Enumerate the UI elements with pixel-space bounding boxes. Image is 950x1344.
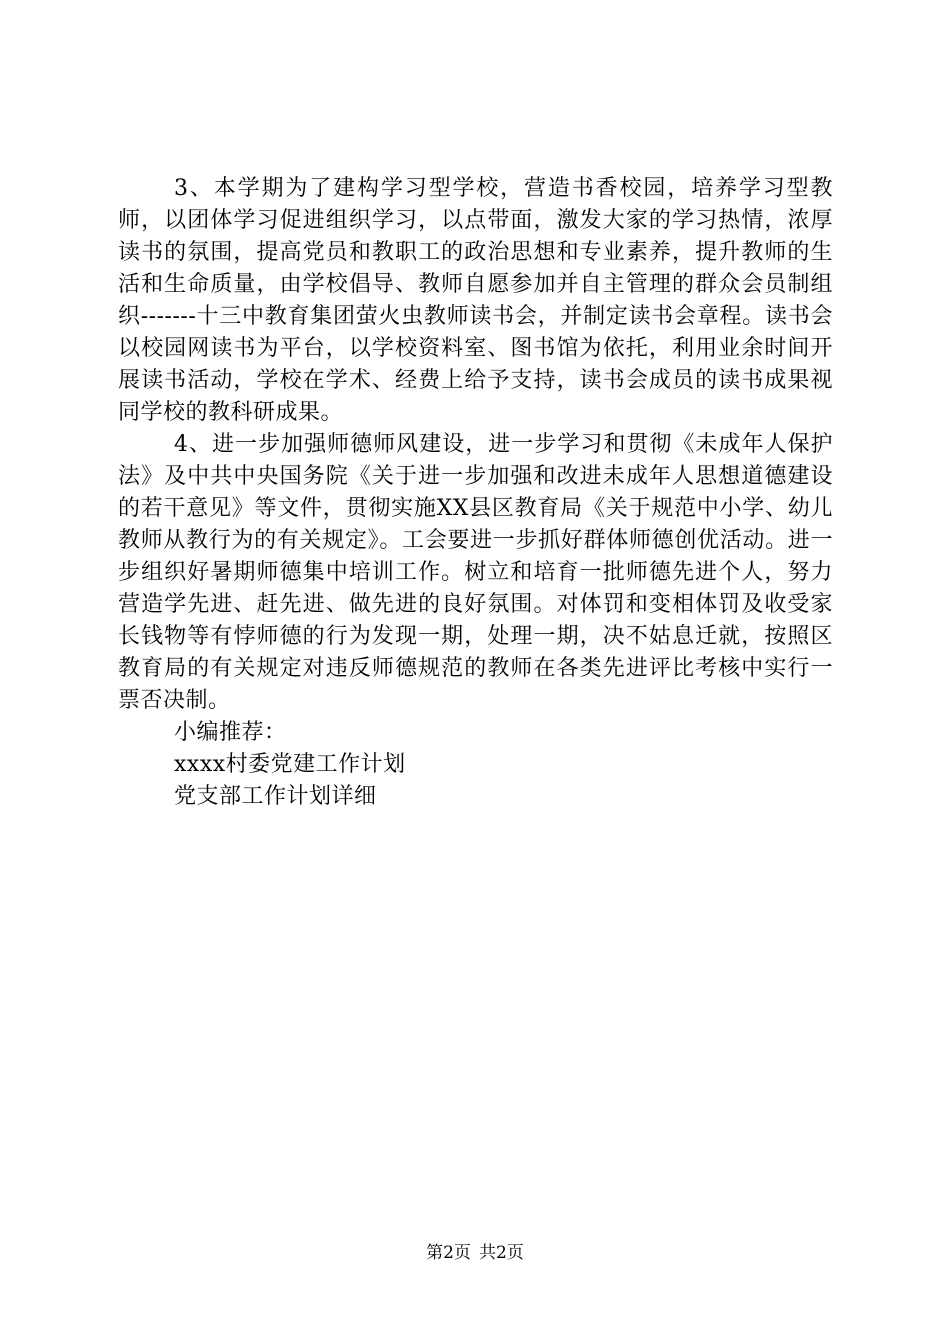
- paragraph-3: 3、本学期为了建构学习型学校，营造书香校园，培养学习型教师，以团体学习促进组织学习，以点带面，激发大家的学习热情，浓厚读书的氛围，提高党员和教职工的政治思想和专业素养，提升教师的生活和生命质量，由学校倡导、教师自愿参加并自主管理的群众会员制组织-------十三中教育集团萤火虫教师读书会，并制定读书会章程。读书会以校园网读书为平台，以学校资料室、图书馆为依托，利用业余时间开展读书活动，学校在学术、经费上给予支持，读书会成员的读书成果视同学校的教科研成果。: [118, 176, 833, 425]
- recommend-heading: 小编推荐：: [174, 720, 287, 745]
- page-total: 共2页: [479, 1243, 524, 1263]
- page-number: 第2页: [426, 1243, 471, 1263]
- recommend-link-1[interactable]: xxxx村委党建工作计划: [174, 752, 406, 777]
- recommend-link-2[interactable]: 党支部工作计划详细: [174, 784, 377, 809]
- paragraph-4: 4、进一步加强师德师风建设，进一步学习和贯彻《未成年人保护法》及中共中央国务院《关于进一步加强和改进未成年人思想道德建设的若干意见》等文件，贯彻实施XX县区教育局《关于规范中小学、幼儿教师从教行为的有关规定》。工会要进一步抓好群体师德创优活动。进一步组织好暑期师德集中培训工作。树立和培育一批师德先进个人，努力营造学先进、赶先进、做先进的良好氛围。对体罚和变相体罚及收受家长钱物等有悖师德的行为发现一期，处理一期，决不姑息迁就，按照区教育局的有关规定对违反师德规范的教师在各类先进评比考核中实行一票否决制。: [118, 432, 833, 713]
- page-footer: [0, 1242, 950, 1264]
- document-body: [118, 173, 833, 813]
